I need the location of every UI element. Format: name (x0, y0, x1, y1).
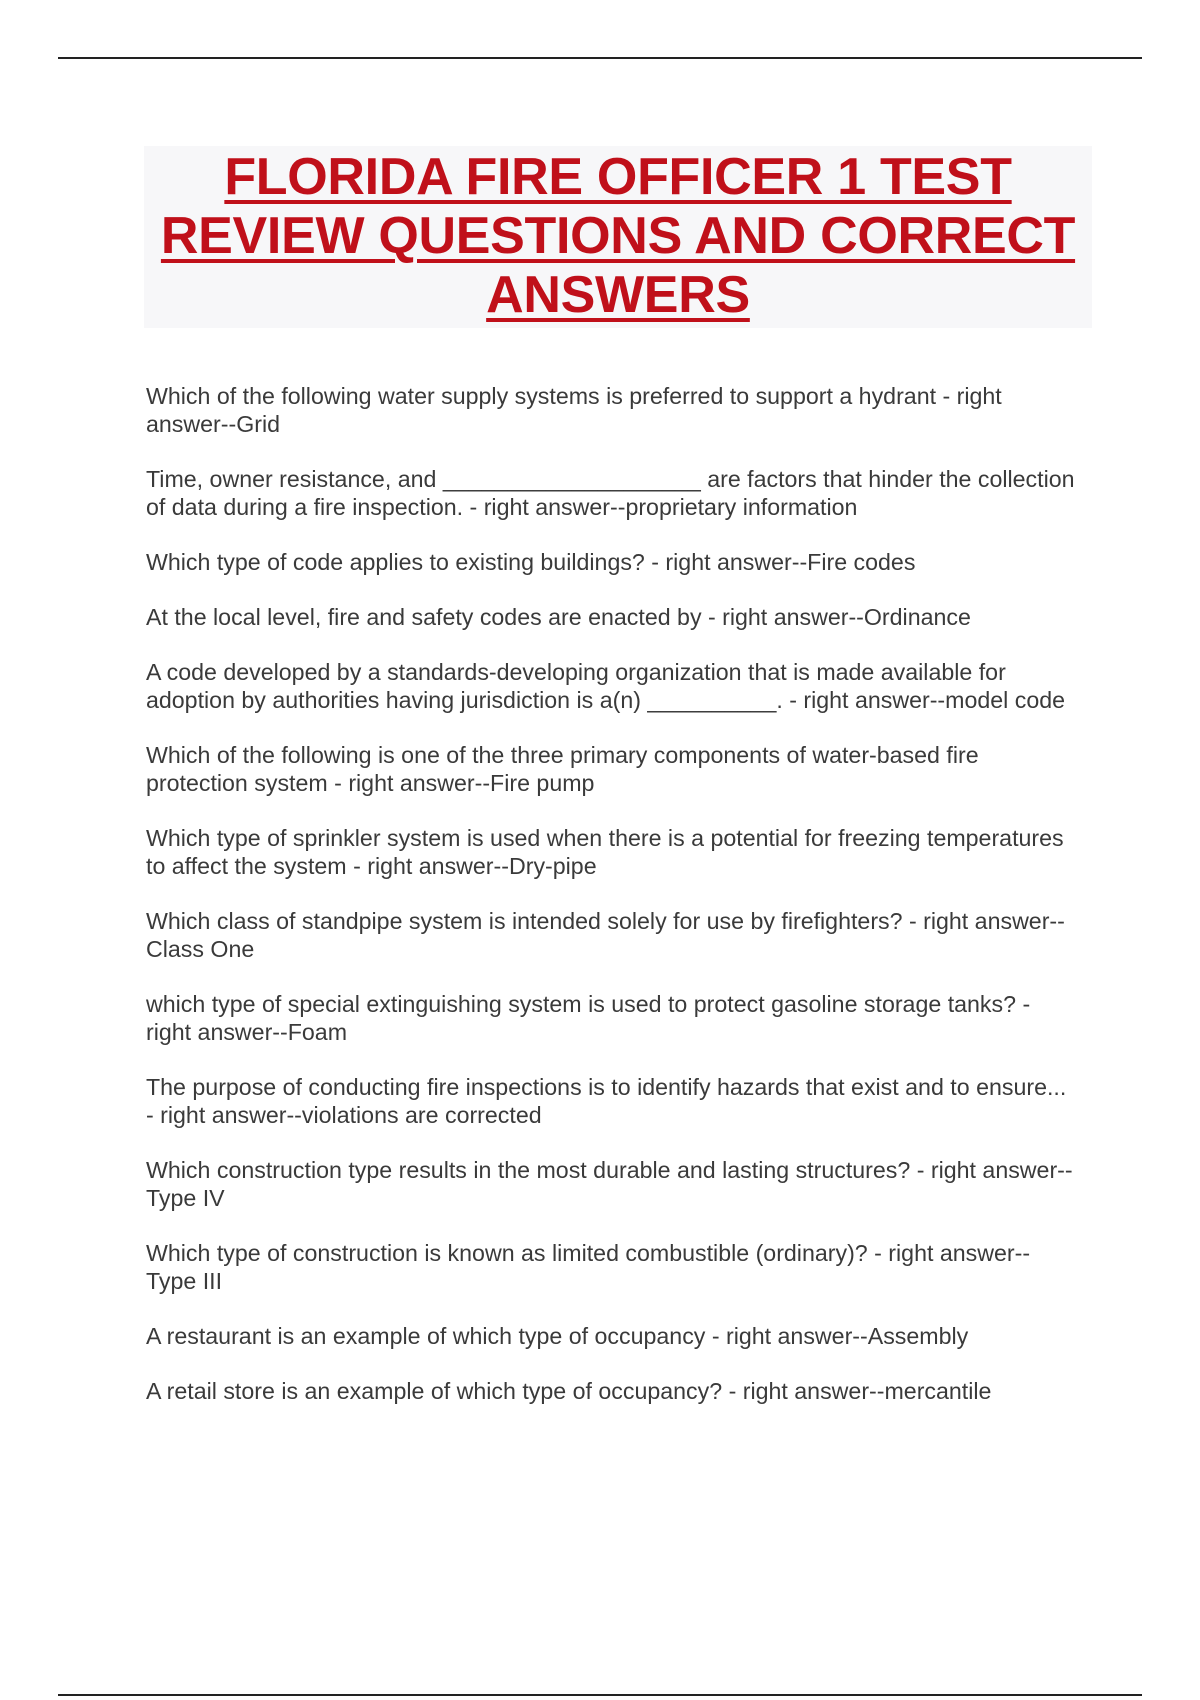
qa-item-9: which type of special extinguishing system is used to protect gasoline storage tanks? - right answer--Foam (146, 991, 1031, 1045)
page-bottom-rule (58, 1694, 1142, 1696)
qa-item-8: Which class of standpipe system is intended solely for use by firefighters? - right answer--Class One (146, 908, 1065, 962)
qa-item-5: A code developed by a standards-developing organization that is made available for adoption by authorities having jurisdiction is a(n) __________. - right answer--model code (146, 659, 1066, 713)
qa-list (146, 382, 1076, 1432)
qa-item-11: Which construction type results in the most durable and lasting structures? - right answer--Type IV (146, 1157, 1073, 1211)
qa-item-1: Which of the following water supply systems is preferred to support a hydrant - right answer--Grid (146, 383, 1002, 437)
qa-item-7: Which type of sprinkler system is used when there is a potential for freezing temperatures to affect the system - right answer--Dry-pipe (146, 825, 1064, 879)
qa-item-14: A retail store is an example of which type of occupancy? - right answer--mercantile (146, 1378, 992, 1404)
qa-item-13: A restaurant is an example of which type of occupancy - right answer--Assembly (146, 1323, 969, 1349)
page-top-rule (58, 57, 1142, 59)
document-title: FLORIDA FIRE OFFICER 1 TEST REVIEW QUESTIONS AND CORRECT ANSWERS (160, 148, 1076, 324)
qa-item-4: At the local level, fire and safety codes are enacted by - right answer--Ordinance (146, 604, 971, 630)
title-banner (144, 146, 1092, 328)
qa-item-12: Which type of construction is known as limited combustible (ordinary)? - right answer--Type III (146, 1240, 1031, 1294)
qa-item-6: Which of the following is one of the three primary components of water-based fire protection system - right answer--Fire pump (146, 742, 979, 796)
qa-item-2: Time, owner resistance, and ____________________ are factors that hinder the collection of data during a fire inspection. - right answer--proprietary information (146, 466, 1075, 520)
qa-item-10: The purpose of conducting fire inspections is to identify hazards that exist and to ensure... - right answer--violations are corrected (146, 1074, 1067, 1128)
qa-item-3: Which type of code applies to existing buildings? - right answer--Fire codes (146, 549, 916, 575)
